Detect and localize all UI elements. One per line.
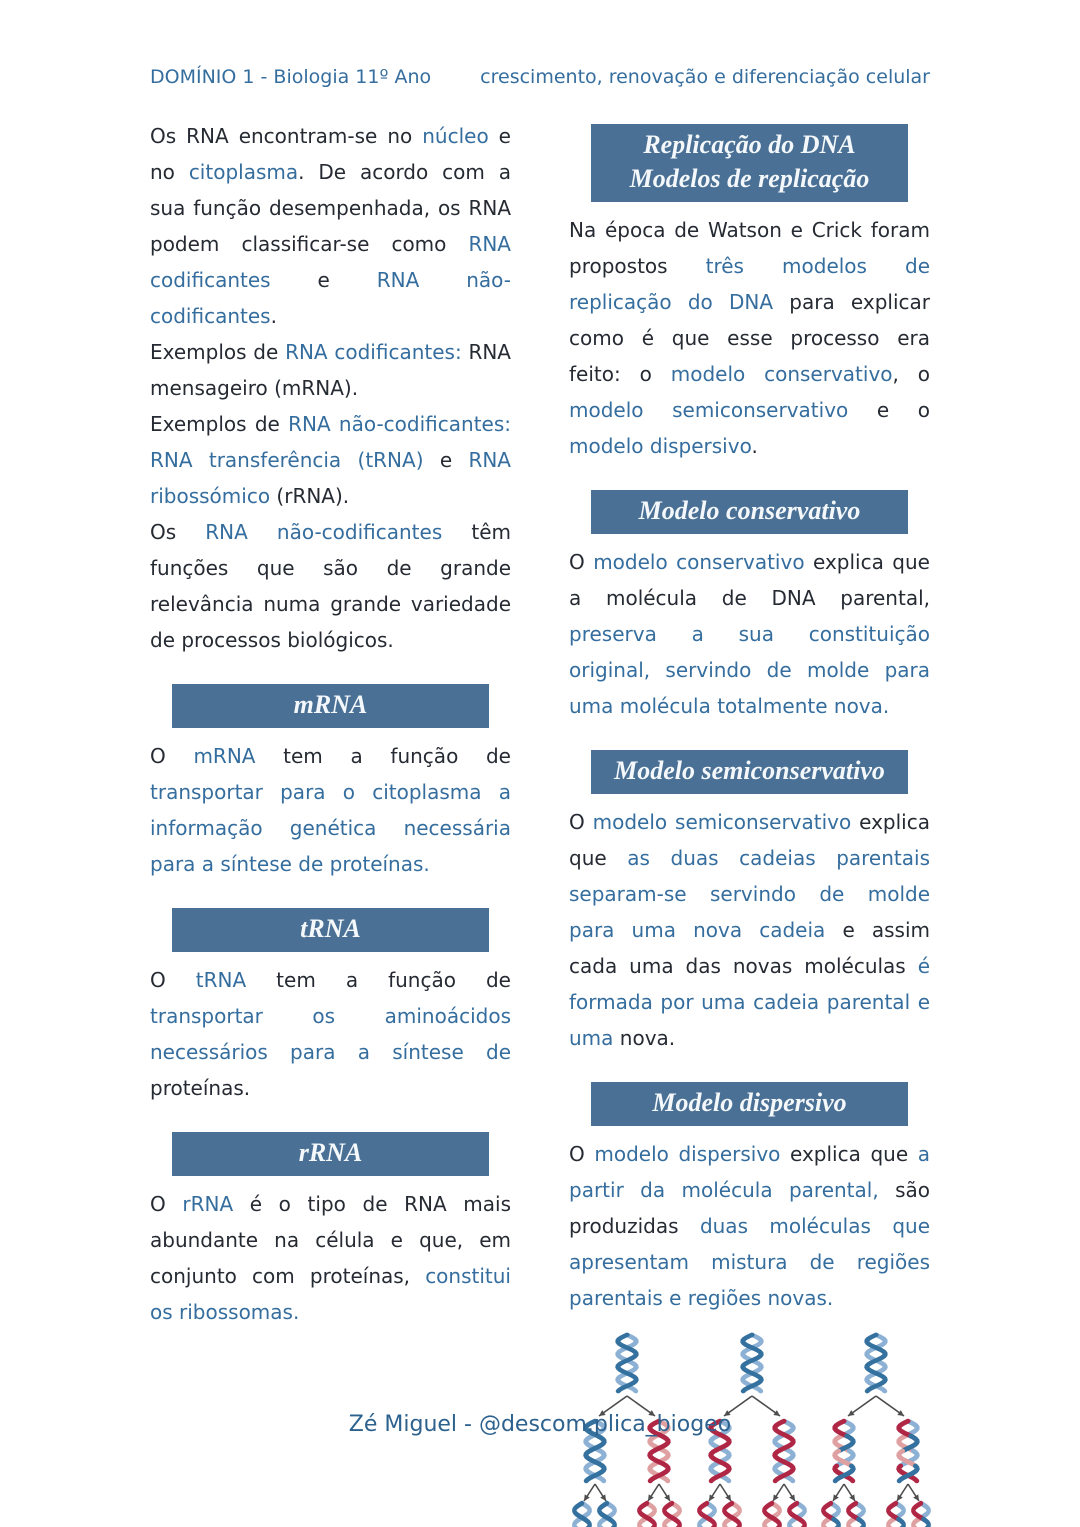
text-segment: modelo dispersivo [594, 1142, 781, 1166]
gen3-helix-hybrid [786, 1500, 808, 1527]
footer-credit: Zé Miguel - @descom.plica_biogeo [348, 1412, 732, 1437]
banner-modelo-semiconservativo: Modelo semiconservativo [591, 750, 909, 794]
trna-paragraph [150, 962, 511, 1106]
text-segment: Exemplos de [150, 412, 289, 436]
banner-replicacao-line1: Replicação do DNA [643, 130, 856, 159]
left-column [150, 118, 511, 1527]
text-segment: RNA mensageiro (mRNA). [150, 340, 511, 400]
right-column [569, 118, 930, 1527]
banner-replicacao-dna [591, 124, 909, 202]
text-segment: RNA codificantes [150, 232, 511, 292]
text-segment: explica que a molécula de DNA parental, [569, 550, 930, 610]
replication-intro-paragraph [569, 212, 930, 464]
banner-modelo-dispersivo: Modelo dispersivo [591, 1082, 909, 1126]
banner-modelo-conservativo: Modelo conservativo [591, 490, 909, 534]
text-segment: é o tipo de RNA mais abundante na célula e que, em conjunto com proteínas, [150, 1192, 511, 1288]
text-segment: O [569, 1142, 595, 1166]
text-segment: para explicar como é que esse processo era feito: o [569, 290, 931, 386]
gen3-helix-red [636, 1500, 658, 1527]
text-segment: modelo conservativo [593, 550, 805, 574]
header-domain-label: DOMÍNIO 1 - Biologia 11º Ano [150, 66, 432, 88]
text-segment: RNA não-codificantes [205, 520, 443, 544]
text-segment: . [751, 434, 758, 458]
text-segment: e assim cada uma das novas moléculas [569, 918, 931, 978]
text-segment: e [423, 448, 469, 472]
text-segment: explica que [569, 810, 930, 870]
content-columns [150, 118, 930, 1527]
text-segment: O [569, 810, 593, 834]
banner-rrna: rRNA [172, 1132, 490, 1176]
text-segment: três modelos de replicação do DNA [569, 254, 931, 314]
text-segment: transportar os aminoácidos necessários para a síntese de [150, 1004, 511, 1064]
text-segment: a partir da molécula parental, [569, 1142, 930, 1202]
modelo-conservativo-paragraph [569, 544, 930, 724]
text-segment: , o [892, 362, 931, 386]
text-segment: nova. [613, 1026, 676, 1050]
modelo-semiconservativo-paragraph [569, 804, 930, 1056]
text-segment: tem a função de [246, 968, 511, 992]
text-segment: citoplasma [188, 160, 299, 184]
text-segment: proteínas. [150, 1076, 251, 1100]
text-segment: RNA ribossómico [150, 448, 511, 508]
banner-replicacao-line2: Modelos de replicação [629, 164, 870, 193]
rrna-paragraph [150, 1186, 511, 1330]
gen3-helix-patch [845, 1500, 867, 1527]
text-segment: núcleo [422, 124, 489, 148]
text-segment: modelo conservativo [670, 362, 893, 386]
rna-intro-paragraph-4 [150, 514, 511, 658]
gen3-helix-red [721, 1500, 743, 1527]
text-segment: rRNA [182, 1192, 234, 1216]
text-segment: tem a função de [255, 744, 511, 768]
text-segment: RNA não-codificantes [150, 268, 511, 328]
text-segment: e [270, 268, 377, 292]
gen3-helix-patch [820, 1500, 842, 1527]
parent-helix-blue [739, 1332, 765, 1394]
gen3-helix-blue [571, 1500, 593, 1527]
text-segment: as duas cadeias parentais separam-se servindo de molde para uma nova cadeia [569, 846, 930, 942]
mrna-paragraph [150, 738, 511, 882]
gen3-helix-patch [885, 1500, 907, 1527]
text-segment: são produzidas [569, 1178, 930, 1238]
text-segment: RNA codificantes: [285, 340, 462, 364]
text-segment: modelo semiconservativo [569, 398, 849, 422]
text-segment: . De acordo com a sua função desempenhada, os RNA podem classificar-se como [150, 160, 511, 256]
page-header [150, 66, 930, 88]
text-segment: O [569, 550, 594, 574]
text-segment: O [150, 1192, 183, 1216]
text-segment: Exemplos de [150, 340, 286, 364]
parent-helix-blue [614, 1332, 640, 1394]
text-segment: transportar para o citoplasma a informação genética necessária para a síntese de proteínas. [150, 780, 511, 876]
text-segment: têm funções que são de grande relevância numa grande variedade de processos biológicos. [150, 520, 511, 652]
banner-mrna: mRNA [172, 684, 490, 728]
text-segment: (rRNA). [270, 484, 350, 508]
text-segment: modelo semiconservativo [592, 810, 852, 834]
text-segment: explica que [780, 1142, 918, 1166]
text-segment: . [270, 304, 277, 328]
gen3-helix-hybrid [696, 1500, 718, 1527]
gen3-helix-red [761, 1500, 783, 1527]
text-segment: preserva a sua constituição original, servindo de molde para uma molécula totalmente nova. [569, 622, 930, 718]
modelo-dispersivo-paragraph [569, 1136, 930, 1316]
banner-trna: tRNA [172, 908, 490, 952]
text-segment: O [150, 744, 194, 768]
text-segment: constitui os ribossomas. [150, 1264, 511, 1324]
gen3-helix-patch [910, 1500, 932, 1527]
text-segment: Na época de Watson e Crick foram propostos [569, 218, 930, 278]
gen3-helix-blue [596, 1500, 618, 1527]
text-segment: é formada por uma cadeia parental e uma [569, 954, 930, 1050]
text-segment: e no [150, 124, 511, 184]
text-segment: Os RNA encontram-se no [150, 124, 423, 148]
rna-intro-paragraph-3 [150, 406, 511, 514]
text-segment: RNA não-codificantes: RNA transferência (tRNA) [150, 412, 511, 472]
rna-intro-paragraph-1 [150, 118, 511, 334]
gen3-helix-red [661, 1500, 683, 1527]
text-segment: duas moléculas que apresentam mistura de regiões parentais e regiões novas. [569, 1214, 930, 1310]
text-segment: mRNA [193, 744, 256, 768]
rna-intro-paragraph-2 [150, 334, 511, 406]
text-segment: O [150, 968, 196, 992]
text-segment: modelo dispersivo [569, 434, 752, 458]
text-segment: Os [150, 520, 206, 544]
header-topic-label: crescimento, renovação e diferenciação celular [480, 66, 930, 88]
text-segment: e o [848, 398, 930, 422]
parent-helix-blue [863, 1332, 889, 1394]
text-segment: tRNA [195, 968, 247, 992]
